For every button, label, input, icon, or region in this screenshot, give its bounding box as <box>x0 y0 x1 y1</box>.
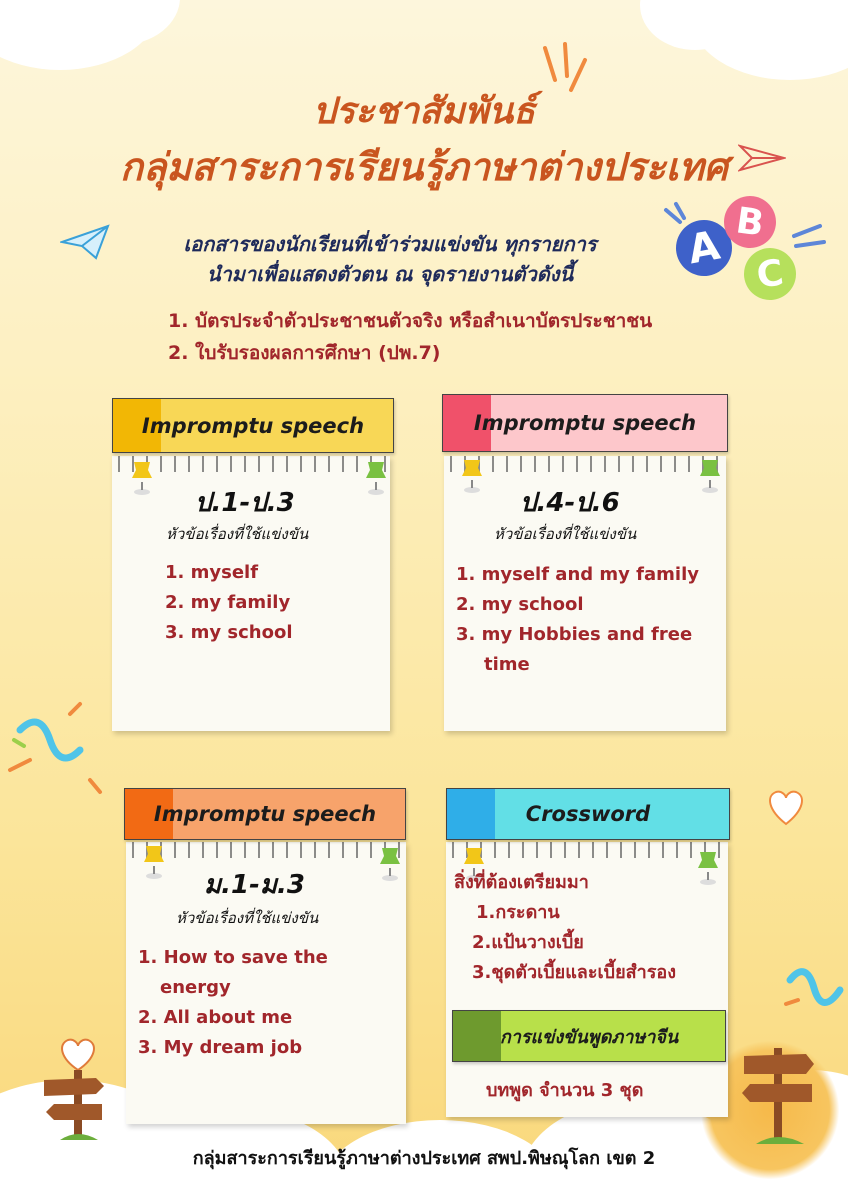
tab-label: Crossword <box>525 802 651 826</box>
pushpin-icon <box>140 840 168 880</box>
topic-label: หัวข้อเรื่องที่ใช้แข่งขัน <box>166 525 309 543</box>
list-item: 3.ชุดตัวเบี้ยและเบี้ยสำรอง <box>472 962 676 983</box>
pushpin-icon <box>696 454 724 494</box>
requirement-item: 1. บัตรประจำตัวประชาชนตัวจริง หรือสำเนาบัตรประชาชน <box>168 310 653 332</box>
heart-icon <box>762 782 810 830</box>
topic-label: หัวข้อเรื่องที่ใช้แข่งขัน <box>494 525 637 543</box>
list-item: 3. my Hobbies and free <box>456 624 693 645</box>
chinese-speech-detail: บทพูด จำนวน 3 ชุด <box>486 1080 644 1101</box>
list-item: 3. My dream job <box>138 1037 303 1058</box>
tab-chinese-speech <box>452 1010 726 1062</box>
level-title: ป.4-ป.6 <box>520 488 620 518</box>
squiggle-icon <box>0 700 110 800</box>
tab-impromptu-p1-3 <box>112 398 394 453</box>
tab-label: Impromptu speech <box>473 411 697 435</box>
letter-a: A <box>672 216 737 281</box>
intro-line-2: นำมาเพื่อแสดงตัวตน ณ จุดรายงานตัวดังนี้ <box>206 262 574 286</box>
page-subtitle: กลุ่มสาระการเรียนรู้ภาษาต่างประเทศ <box>120 144 728 189</box>
pushpin-icon <box>376 842 404 882</box>
tab-label: การแข่งขันพูดภาษาจีน <box>499 1026 679 1048</box>
level-title: ม.1-ม.3 <box>204 870 306 900</box>
requirement-item: 2. ใบรับรองผลการศึกษา (ปพ.7) <box>168 342 441 364</box>
card-binding <box>446 842 728 858</box>
list-item: 1. myself and my family <box>456 564 699 585</box>
pushpin-icon <box>362 456 390 496</box>
signpost-icon <box>740 1040 820 1150</box>
tab-label: Impromptu speech <box>141 413 365 438</box>
letter-c: C <box>741 245 800 304</box>
list-item: 3. my school <box>165 622 293 643</box>
list-item: energy <box>160 977 231 998</box>
card-binding <box>126 842 406 858</box>
pushpin-icon <box>694 846 722 886</box>
list-item: 1.กระดาน <box>476 902 560 923</box>
burst-lines-icon <box>790 220 830 260</box>
pushpin-icon <box>458 454 486 494</box>
list-item: 1. myself <box>165 562 259 583</box>
card-binding <box>444 456 726 472</box>
topic-label: หัวข้อเรื่องที่ใช้แข่งขัน <box>176 909 319 927</box>
page-title: ประชาสัมพันธ์ <box>312 90 536 132</box>
letter-b: B <box>721 193 780 252</box>
list-item: time <box>484 654 530 675</box>
tab-crossword <box>446 788 730 840</box>
footer-text: กลุ่มสาระการเรียนรู้ภาษาต่างประเทศ สพป.พิษณุโลก เขต 2 <box>192 1148 656 1169</box>
signpost-icon <box>40 1020 120 1150</box>
level-title: ป.1-ป.3 <box>195 488 295 518</box>
list-item: 2. All about me <box>138 1007 293 1028</box>
tab-label: Impromptu speech <box>153 802 377 826</box>
pushpin-icon <box>128 456 156 496</box>
squiggle-icon <box>780 950 848 1020</box>
crossword-heading: สิ่งที่ต้องเตรียมมา <box>454 872 589 893</box>
list-item: 2.แป้นวางเบี้ย <box>472 932 584 953</box>
list-item: 2. my family <box>165 592 291 613</box>
paper-plane-icon <box>738 140 786 180</box>
intro-line-1: เอกสารของนักเรียนที่เข้าร่วมแข่งขัน ทุกรายการ <box>183 232 597 256</box>
tab-impromptu-m1-3 <box>124 788 406 840</box>
tab-impromptu-p4-6 <box>442 394 728 452</box>
list-item: 2. my school <box>456 594 584 615</box>
list-item: 1. How to save the <box>138 947 328 968</box>
